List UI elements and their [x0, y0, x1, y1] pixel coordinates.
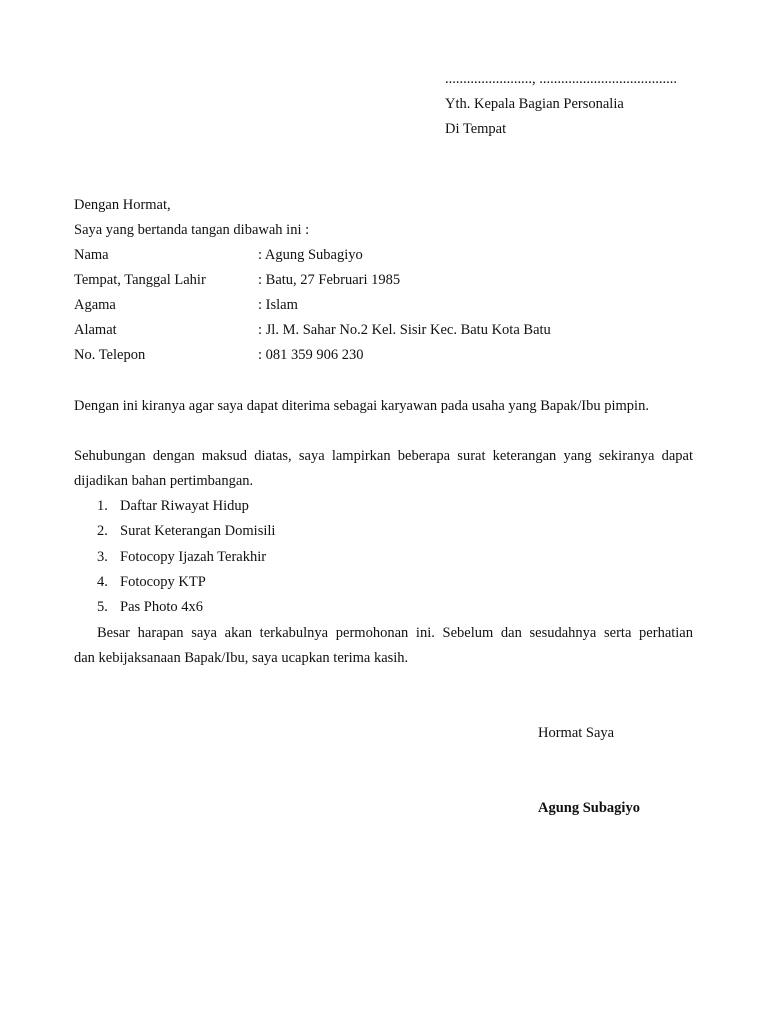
closing-line-1: Besar harapan saya akan terkabulnya permohonan ini. Sebelum dan sesudahnya serta perhatian — [97, 625, 693, 641]
field-value-address: : Jl. M. Sahar No.2 Kel. Sisir Kec. Batu Kota Batu — [258, 322, 551, 338]
request-paragraph: Dengan ini kiranya agar saya dapat diterima sebagai karyawan pada usaha yang Bapak/Ibu pimpin. — [74, 398, 649, 414]
attachment-item: Surat Keterangan Domisili — [120, 523, 276, 539]
greeting: Dengan Hormat, — [74, 197, 171, 213]
attachment-number: 3. — [97, 549, 108, 565]
field-label-name: Nama — [74, 247, 109, 263]
attachment-item: Pas Photo 4x6 — [120, 599, 203, 615]
intro-text: Saya yang bertanda tangan dibawah ini : — [74, 222, 310, 238]
field-label-birth: Tempat, Tanggal Lahir — [74, 272, 206, 288]
recipient-line: Yth. Kepala Bagian Personalia — [445, 96, 624, 112]
place-date-line: ........................, ...................................... — [445, 71, 677, 87]
attachment-number: 2. — [97, 523, 108, 539]
attachment-item: Daftar Riwayat Hidup — [120, 498, 249, 514]
field-value-religion: : Islam — [258, 297, 298, 313]
attachment-number: 4. — [97, 574, 108, 590]
attachment-number: 1. — [97, 498, 108, 514]
location-line: Di Tempat — [445, 121, 507, 137]
field-value-birth: : Batu, 27 Februari 1985 — [258, 272, 401, 288]
field-value-phone: : 081 359 906 230 — [258, 347, 364, 363]
attachments-intro-line-2: dijadikan bahan pertimbangan. — [74, 473, 254, 489]
field-value-name: : Agung Subagiyo — [258, 247, 363, 263]
attachment-item: Fotocopy KTP — [120, 574, 206, 590]
signature-name: Agung Subagiyo — [538, 800, 640, 816]
field-label-religion: Agama — [74, 297, 116, 313]
attachments-intro-line-1: Sehubungan dengan maksud diatas, saya lampirkan beberapa surat keterangan yang sekiranya dapat — [74, 448, 693, 464]
field-label-address: Alamat — [74, 322, 117, 338]
closing-line-2: dan kebijaksanaan Bapak/Ibu, saya ucapkan terima kasih. — [74, 650, 409, 666]
signature-salutation: Hormat Saya — [538, 725, 615, 741]
attachment-item: Fotocopy Ijazah Terakhir — [120, 549, 267, 565]
field-label-phone: No. Telepon — [74, 347, 146, 363]
attachment-number: 5. — [97, 599, 108, 615]
